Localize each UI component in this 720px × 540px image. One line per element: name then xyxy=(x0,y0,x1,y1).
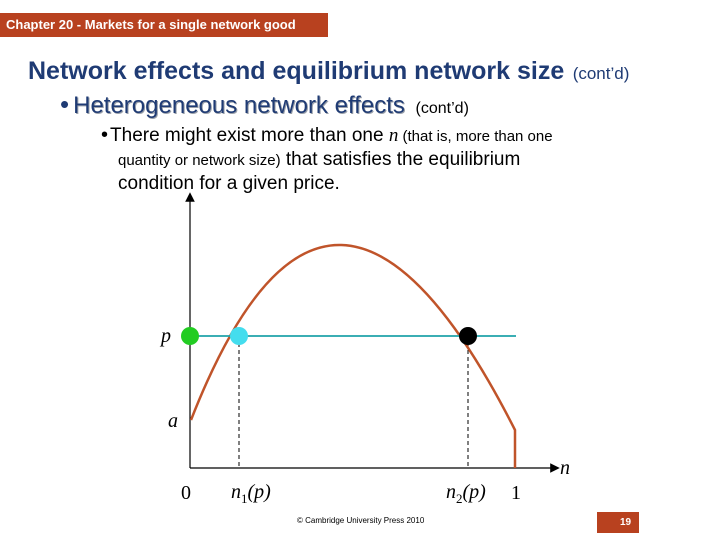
bullet-icon: • xyxy=(101,124,109,146)
n1-label xyxy=(231,481,271,507)
n2-arg: (p) xyxy=(462,481,486,503)
slide-title-main: Network effects and equilibrium network size xyxy=(28,57,565,85)
page-number: 19 xyxy=(597,512,639,533)
slide-title-cont: (cont’d) xyxy=(572,64,630,83)
bullet-level1-cont: (cont’d) xyxy=(415,100,469,117)
bullet-level2-line3: condition for a given price. xyxy=(118,173,340,194)
intercept-label: a xyxy=(168,410,178,432)
bullet-level2-line2b: that satisfies the equilibrium xyxy=(280,149,521,170)
copyright-text: © Cambridge University Press 2010 xyxy=(297,516,425,525)
n2-sub: 2 xyxy=(456,491,463,506)
one-label: 1 xyxy=(511,482,521,504)
n2-label xyxy=(446,481,486,507)
price-label: p xyxy=(161,325,171,347)
n1-main: n xyxy=(231,481,241,503)
demand-curve xyxy=(191,245,515,468)
equilibrium-point-n1 xyxy=(230,327,248,345)
bullet-level2-part2: (that is, more than one xyxy=(398,128,553,145)
bullet-level2-line2a: quantity or network size) xyxy=(118,152,281,169)
n2-main: n xyxy=(446,481,456,503)
bullet-level2-part1: There might exist more than one xyxy=(110,125,389,146)
n1-arg: (p) xyxy=(247,481,271,503)
x-axis-label: n xyxy=(560,457,570,479)
chapter-header: Chapter 20 - Markets for a single network good xyxy=(0,13,328,37)
variable-n: n xyxy=(388,125,399,146)
n1-sub: 1 xyxy=(241,491,248,506)
equilibrium-point-n2 xyxy=(459,327,477,345)
equilibrium-point-zero xyxy=(181,327,199,345)
bullet-level1-text: Heterogeneous network effects xyxy=(73,92,405,119)
bullet-icon: • xyxy=(60,89,70,119)
origin-label: 0 xyxy=(181,482,191,504)
